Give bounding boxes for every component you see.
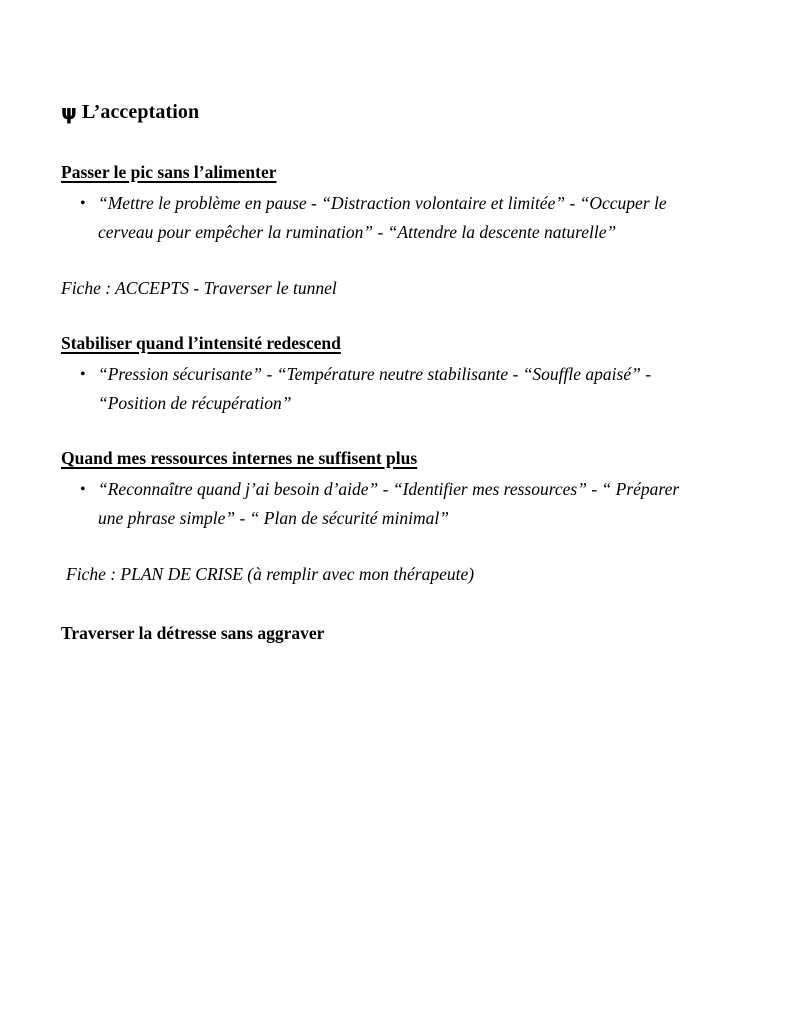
list-item-text: “Mettre le problème en pause - “Distraction volontaire et limitée” - “Occuper le cerveau pour empêcher la rumination” - “Attendre la descente naturelle” xyxy=(98,193,667,242)
section-bullet-list xyxy=(61,189,695,247)
section-heading-row xyxy=(61,331,695,360)
section-heading: Quand mes ressources internes ne suffisent plus xyxy=(61,448,418,468)
section-ressources-internes xyxy=(61,446,695,589)
section-bullet-list xyxy=(61,360,695,418)
bullet-dot: • xyxy=(80,366,86,383)
fiche-reference: Fiche : PLAN DE CRISE (à remplir avec mon thérapeute) xyxy=(66,564,475,584)
section-heading-row xyxy=(61,446,695,475)
spacer xyxy=(61,418,695,446)
section-stabiliser xyxy=(61,331,695,446)
bullet-dot: • xyxy=(80,195,86,212)
section-bullet-list xyxy=(61,475,695,533)
section-passer-le-pic xyxy=(61,160,695,331)
list-item xyxy=(61,189,695,247)
bullet-dot: • xyxy=(80,481,86,498)
section-heading-row xyxy=(61,160,695,189)
spacer xyxy=(61,589,695,620)
page-title xyxy=(61,98,695,126)
page-title-text: L’acceptation xyxy=(81,101,200,123)
section-heading: Stabiliser quand l’intensité redescend xyxy=(61,333,341,353)
spacer xyxy=(61,247,695,274)
fiche-reference: Fiche : ACCEPTS - Traverser le tunnel xyxy=(61,278,337,298)
list-item xyxy=(61,475,695,533)
section-heading: Passer le pic sans l’alimenter xyxy=(61,162,277,182)
list-item xyxy=(61,360,695,418)
spacer xyxy=(61,533,695,560)
list-item-text: “Reconnaître quand j’ai besoin d’aide” - “Identifier mes ressources” - “ Préparer une phrase simple” - “ Plan de sécurité minimal” xyxy=(98,479,680,528)
list-item-text: “Pression sécurisante” - “Température neutre stabilisante - “Souffle apaisé” - “Position de récupération” xyxy=(98,364,652,413)
document-content xyxy=(61,98,695,646)
spacer xyxy=(61,303,695,331)
psi-icon: ψ xyxy=(61,100,77,124)
closing-statement: Traverser la détresse sans aggraver xyxy=(61,623,325,643)
